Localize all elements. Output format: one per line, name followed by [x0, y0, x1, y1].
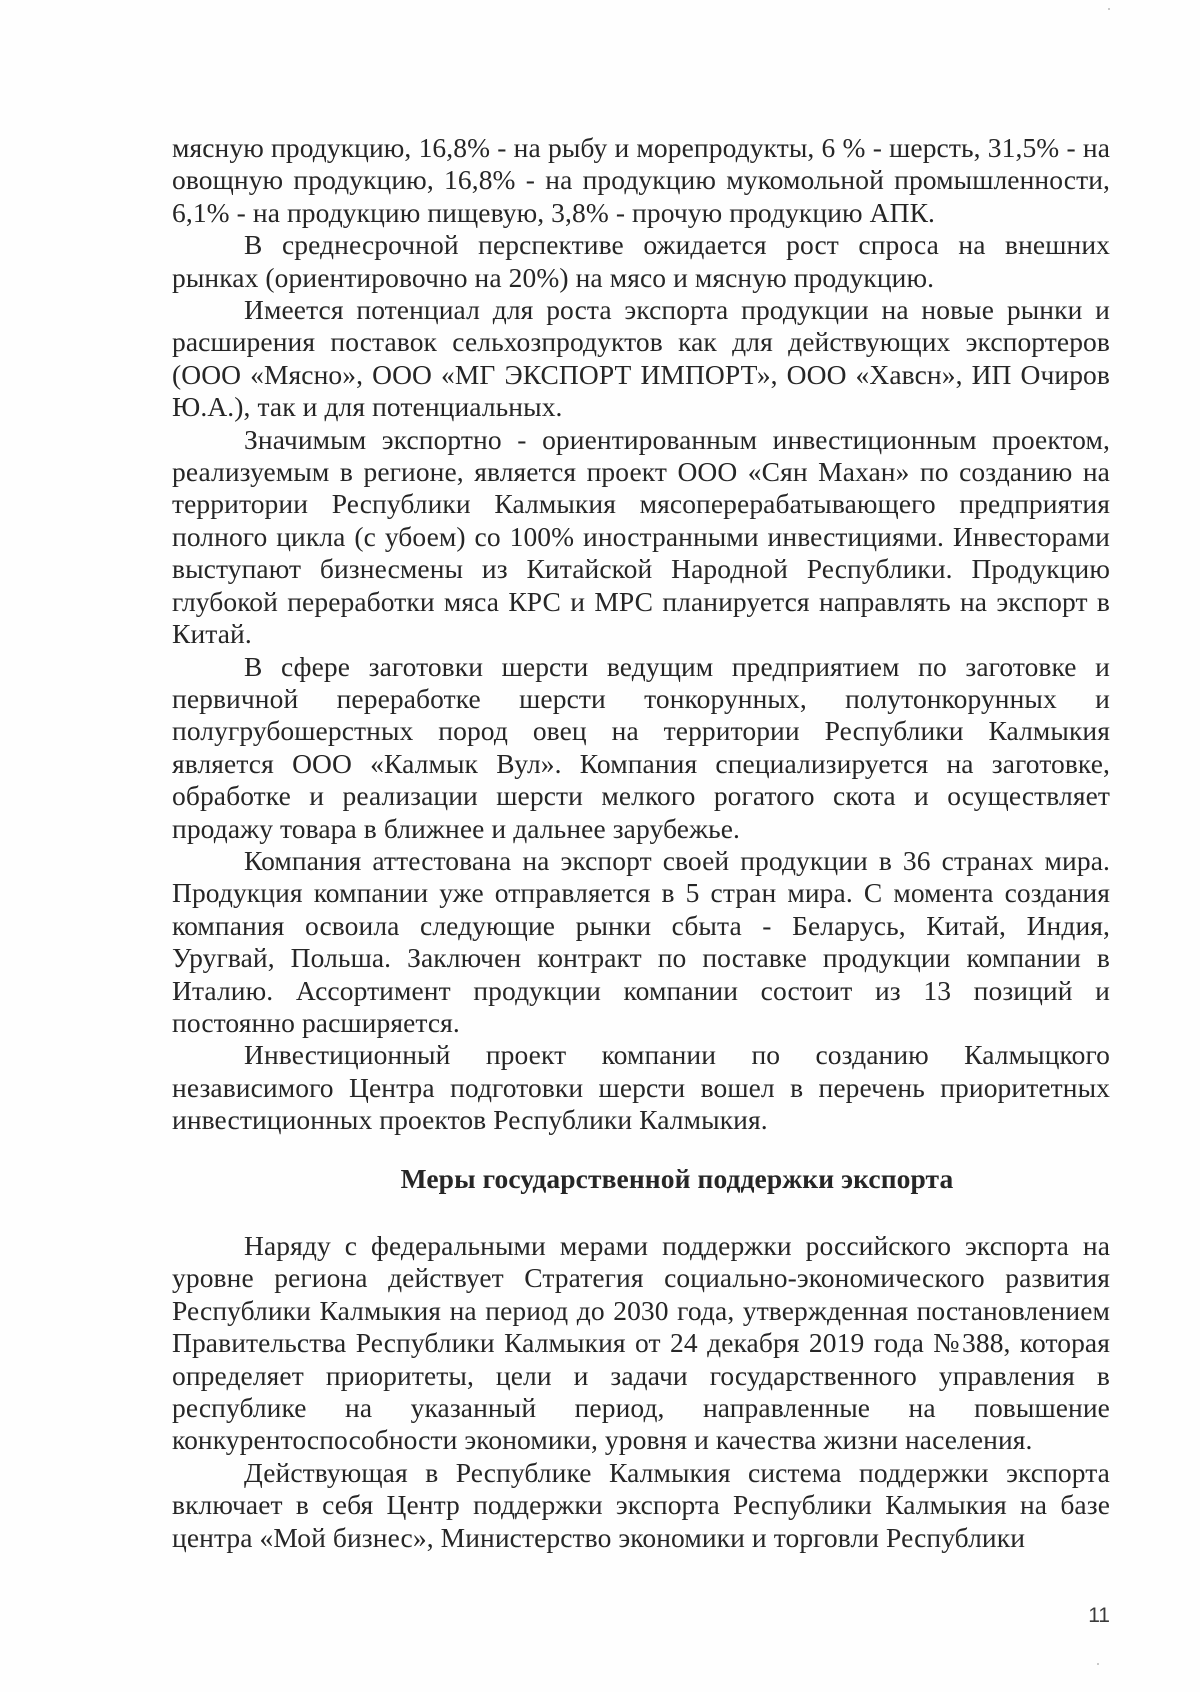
paragraph: Инвестиционный проект компании по созданию Калмыцкого независимого Центра подготовки шерсти вошел в перечень приоритетных инвестиционных проектов Республики Калмыкия.	[172, 1039, 1110, 1136]
paragraph: Компания аттестована на экспорт своей продукции в 36 странах мира. Продукция компании уже отправляется в 5 стран мира. С момента создания компания освоила следующие рынки сбыта - Беларусь, Китай, Индия, Уругвай, Польша. Заключен контракт по поставке продукции компании в Италию. Ассортимент продукции компании состоит из 13 позиций и постоянно расширяется.	[172, 844, 1110, 1038]
paragraph-continued: мясную продукцию, 16,8% - на рыбу и морепродукты, 6 % - шерсть, 31,5% - на овощную продукцию, 16,8% - на продукцию мукомольной промышленности, 6,1% - на продукцию пищевую, 3,8% - прочую продукцию АПК.	[172, 132, 1110, 228]
paragraph: В среднесрочной перспективе ожидается рост спроса на внешних рынках (ориентировочно на 20%) на мясо и мясную продукцию.	[172, 229, 1110, 293]
paragraph: В сфере заготовки шерсти ведущим предприятием по заготовке и первичной переработке шерсти тонкорунных, полутонкорунных и полугрубошерстных пород овец на территории Республики Калмыкия является ООО «Калмык Вул». Компания специализируется на заготовке, обработке и реализации шерсти мелкого рогатого скота и осуществляет продажу товара в ближнее и дальнее зарубежье.	[172, 650, 1110, 844]
paragraph: Имеется потенциал для роста экспорта продукции на новые рынки и расширения поставок сельхозпродуктов как для действующих экспортеров (ООО «Мясно», ООО «МГ ЭКСПОРТ ИМПОРТ», ООО «Хавсн», ИП Очиров Ю.А.), так и для потенциальных.	[172, 294, 1110, 423]
paragraph: Действующая в Республике Калмыкия система поддержки экспорта включает в себя Центр поддержки экспорта Республики Калмыкия на базе центра «Мой бизнес», Министерство экономики и торговли Республики	[172, 1456, 1110, 1553]
paragraph: Наряду с федеральными мерами поддержки российского экспорта на уровне региона действует Стратегия социально-экономического развития Республики Калмыкия на период до 2030 года, утвержденная постановлением Правительства Республики Калмыкия от 24 декабря 2019 года №388, которая определяет приоритеты, цели и задачи государственного управления в республике на указанный период, направленные на повышение конкурентоспособности экономики, уровня и качества жизни населения.	[172, 1230, 1110, 1456]
document-body	[172, 132, 1110, 1554]
scan-speck	[1108, 8, 1110, 10]
scan-speck	[1097, 1663, 1099, 1665]
paragraph: Значимым экспортно - ориентированным инвестиционным проектом, реализуемым в регионе, является проект ООО «Сян Махан» по созданию на территории Республики Калмыкия мясоперерабатывающего предприятия полного цикла (с убоем) со 100% иностранными инвестициями. Инвесторами выступают бизнесмены из Китайской Народной Республики. Продукцию глубокой переработки мяса КРС и МРС планируется направлять на экспорт в Китай.	[172, 423, 1110, 650]
section-heading: Меры государственной поддержки экспорта	[400, 1162, 954, 1194]
page-number: 11	[1088, 1604, 1110, 1627]
